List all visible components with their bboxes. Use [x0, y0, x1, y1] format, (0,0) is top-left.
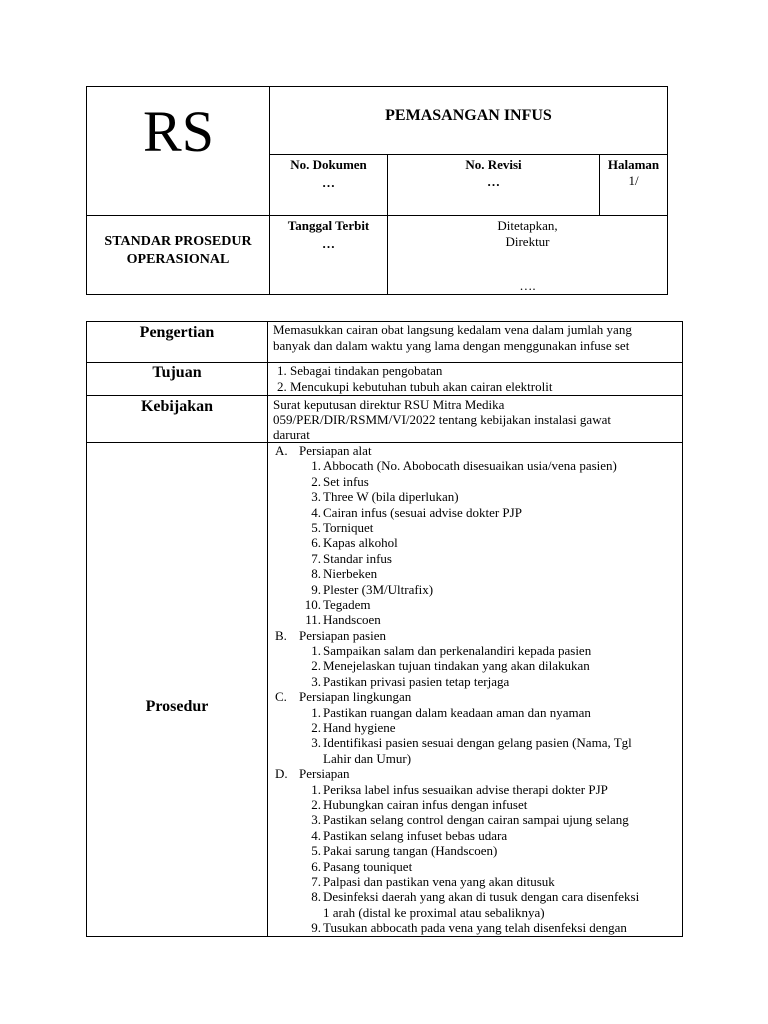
page-value: 1/ — [628, 173, 639, 188]
issue-date-label: Tanggal Terbit — [287, 218, 370, 233]
item-text: Pastikan selang control dengan cairan sampai ujung selang — [323, 812, 629, 828]
sop-title-line2: OPERASIONAL — [126, 252, 230, 267]
item-number: 6. — [311, 535, 321, 551]
item-text: Tusukan abbocath pada vena yang telah disenfeksi dengan — [323, 920, 627, 936]
kebijakan-label: Kebijakan — [140, 398, 213, 415]
item-number: 4. — [311, 504, 321, 520]
approval-line2: Direktur — [505, 234, 550, 249]
pengertian-text-line2: banyak dan dalam waktu yang lama dengan menggunakan infuse set — [273, 338, 630, 353]
item-number: 1. — [311, 704, 321, 720]
item-text: Pastikan privasi pasien tetap terjaga — [323, 673, 510, 689]
item-text: Plester (3M/Ultrafix) — [323, 581, 434, 597]
item-text: Pakai sarung tangan (Handscoen) — [323, 843, 498, 859]
item-text: Pasang touniquet — [323, 858, 413, 874]
item-number: 3. — [311, 735, 321, 751]
item-text: Tegadem — [323, 596, 371, 612]
prosedur-label: Prosedur — [145, 698, 209, 715]
item-text: Identifikasi pasien sesuai dengan gelang pasien (Nama, Tgl — [323, 735, 632, 751]
item-text: Cairan infus (sesuai advise dokter PJP — [323, 504, 522, 520]
section-title: Persiapan — [299, 766, 350, 782]
section-letter: A. — [275, 443, 288, 458]
item-text: Hand hygiene — [323, 720, 396, 736]
revision-value: … — [487, 174, 500, 189]
tujuan-label: Tujuan — [152, 364, 202, 381]
section-title: Persiapan pasien — [299, 627, 387, 643]
sop-title-line1: STANDAR PROSEDUR — [104, 234, 252, 249]
item-number: 1. — [311, 458, 321, 474]
item-number: 10. — [304, 596, 321, 612]
item-number: 5. — [311, 519, 321, 535]
issue-date-value: … — [322, 236, 335, 251]
divider — [87, 442, 682, 443]
approval-line1: Ditetapkan, — [497, 218, 558, 233]
item-text: Menejelaskan tujuan tindakan yang akan dilakukan — [323, 658, 590, 674]
hospital-logo-text: RS — [143, 99, 214, 164]
item-number: 7. — [311, 873, 321, 889]
item-text: Sampaikan salam dan perkenalandiri kepada pasien — [323, 643, 592, 659]
item-number: 8. — [311, 566, 321, 582]
item-number: 9. — [311, 920, 321, 936]
section-title: Persiapan lingkungan — [299, 689, 412, 705]
section-letter: D. — [275, 766, 288, 782]
divider — [87, 215, 667, 216]
divider — [87, 395, 682, 396]
item-number: 2. — [311, 658, 321, 674]
procedure-table — [86, 321, 683, 937]
item-text: Periksa label infus sesuaikan advise therapi dokter PJP — [323, 781, 608, 797]
document-title: PEMASANGAN INFUS — [385, 107, 552, 124]
item-text: Pastikan ruangan dalam keadaan aman dan nyaman — [323, 704, 591, 720]
approval-signature: …. — [519, 278, 536, 293]
pengertian-text-line1: Memasukkan cairan obat langsung kedalam vena dalam jumlah yang — [273, 322, 632, 337]
item-number: 8. — [311, 889, 321, 905]
item-text: Standar infus — [323, 550, 392, 566]
revision-label: No. Revisi — [465, 157, 522, 172]
kebijakan-text-line1: Surat keputusan direktur RSU Mitra Medika — [273, 397, 505, 412]
item-text: 1 arah (distal ke proximal atau sebaliknya) — [323, 904, 545, 920]
item-text: Desinfeksi daerah yang akan di tusuk dengan cara disenfeksi — [323, 889, 640, 905]
item-number: 2. — [311, 796, 321, 812]
item-number: 3. — [311, 673, 321, 689]
item-number: 11. — [305, 612, 321, 628]
item-text: Set infus — [323, 473, 369, 489]
item-number: 2. — [311, 720, 321, 736]
kebijakan-text-line3: darurat — [273, 427, 310, 442]
item-number: 1. — [311, 781, 321, 797]
doc-number-label: No. Dokumen — [290, 157, 367, 172]
item-text: Three W (bila diperlukan) — [323, 489, 459, 505]
item-text: Handscoen — [323, 612, 381, 628]
page-label: Halaman — [607, 157, 660, 172]
item-number: 3. — [311, 812, 321, 828]
section-letter: B. — [275, 627, 287, 643]
section-letter: C. — [275, 689, 287, 705]
tujuan-item: 1. Sebagai tindakan pengobatan — [277, 363, 443, 378]
item-number: 3. — [311, 489, 321, 505]
item-number: 5. — [311, 843, 321, 859]
tujuan-item: 2. Mencukupi kebutuhan tubuh akan cairan elektrolit — [277, 379, 553, 394]
header-table — [86, 86, 668, 295]
kebijakan-text-line2: 059/PER/DIR/RSMM/VI/2022 tentang kebijakan instalasi gawat — [273, 412, 611, 427]
item-number: 4. — [311, 827, 321, 843]
item-text: Lahir dan Umur) — [323, 750, 412, 766]
item-number: 9. — [311, 581, 321, 597]
item-text: Abbocath (No. Abobocath disesuaikan usia/vena pasien) — [323, 458, 617, 474]
item-number: 6. — [311, 858, 321, 874]
pengertian-label: Pengertian — [139, 324, 215, 341]
item-text: Hubungkan cairan infus dengan infuset — [323, 796, 528, 812]
item-text: Torniquet — [323, 519, 374, 535]
item-text: Pastikan selang infuset bebas udara — [323, 827, 508, 843]
divider — [269, 154, 667, 155]
section-title: Persiapan alat — [299, 443, 372, 458]
item-text: Nierbeken — [323, 566, 378, 582]
doc-number-value: … — [322, 175, 335, 190]
divider — [267, 322, 268, 936]
item-number: 2. — [311, 473, 321, 489]
item-number: 7. — [311, 550, 321, 566]
item-text: Kapas alkohol — [323, 535, 398, 551]
item-text: Palpasi dan pastikan vena yang akan ditusuk — [323, 873, 555, 889]
item-number: 1. — [311, 643, 321, 659]
